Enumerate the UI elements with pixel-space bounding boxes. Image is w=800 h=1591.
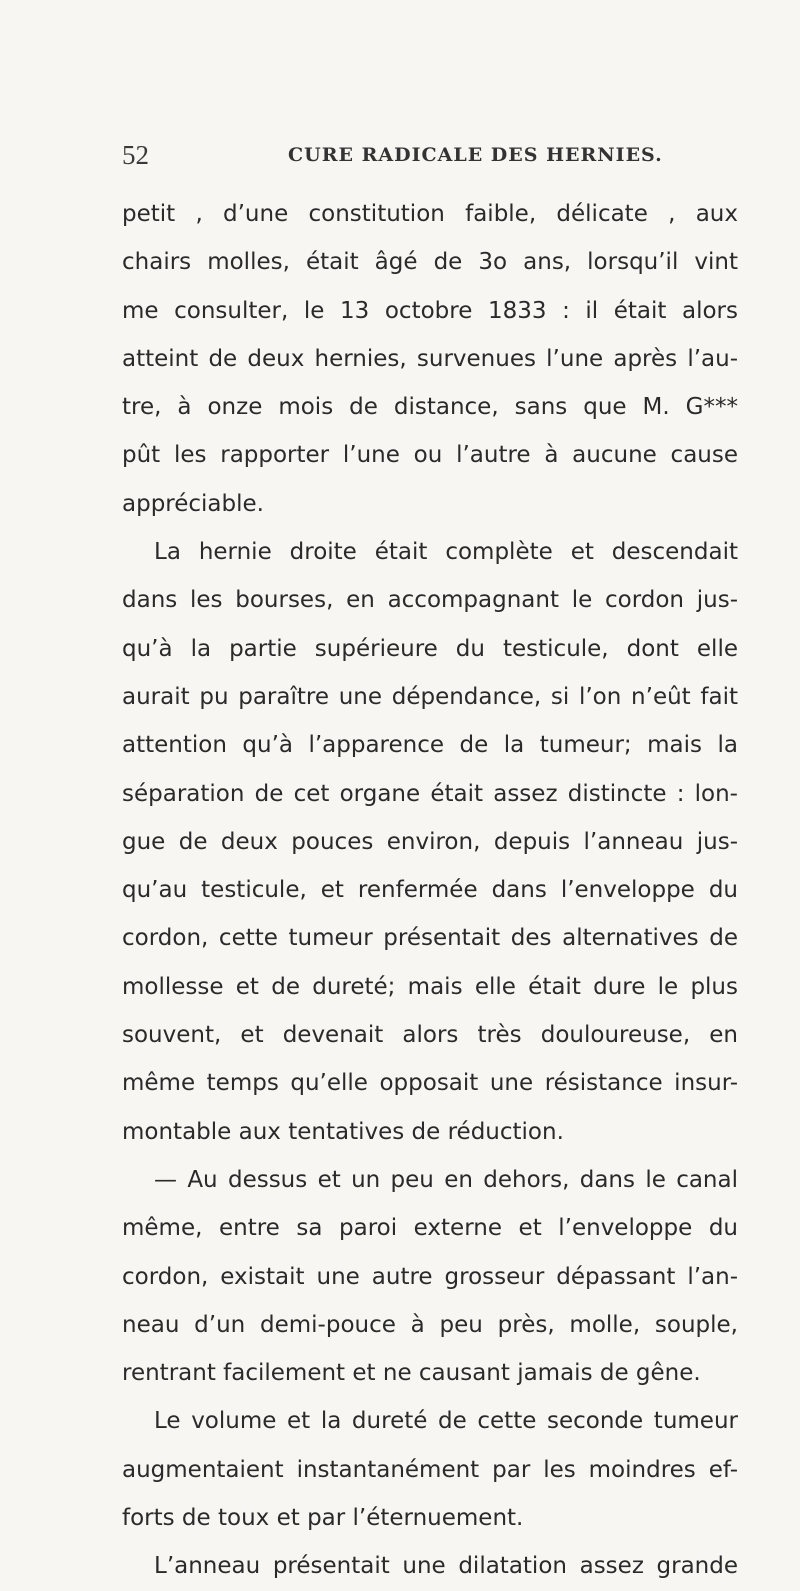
text-line: rentrant facilement et ne causant jamais de gêne. <box>122 1360 701 1387</box>
text-line: chairs molles, était âgé de 3o ans, lorsqu’il vint <box>122 249 738 276</box>
text-line: même, entre sa paroi externe et l’enveloppe du <box>122 1215 738 1242</box>
running-title: CURE RADICALE DES HERNIES. <box>288 144 663 166</box>
text-line: qu’au testicule, et renfermée dans l’enveloppe du <box>122 877 738 904</box>
text-line: me consulter, le 13 octobre 1833 : il était alors <box>122 297 738 324</box>
body-text <box>122 190 738 1591</box>
text-line: Le volume et la dureté de cette seconde tumeur <box>154 1408 738 1435</box>
text-line: mollesse et de dureté; mais elle était dure le plus <box>122 973 738 1000</box>
text-line: montable aux tentatives de réduction. <box>122 1118 564 1145</box>
text-line: même temps qu’elle opposait une résistance insur- <box>122 1070 738 1097</box>
text-line: souvent, et devenait alors très douloureuse, en <box>122 1022 738 1049</box>
text-line: petit , d’une constitution faible, délicate , aux <box>122 201 738 227</box>
text-line: cordon, cette tumeur présentait des alternatives de <box>122 925 738 952</box>
text-line: dans les bourses, en accompagnant le cordon jus- <box>122 587 738 614</box>
text-line: attention qu’à l’apparence de la tumeur; mais la <box>122 732 738 759</box>
text-line: qu’à la partie supérieure du testicule, dont elle <box>122 635 738 662</box>
page-header <box>122 140 742 180</box>
text-line: — Au dessus et un peu en dehors, dans le canal <box>154 1166 738 1193</box>
page-number: 52 <box>122 140 149 170</box>
text-line: pût les rapporter l’une ou l’autre à aucune cause <box>122 442 738 469</box>
text-line: atteint de deux hernies, survenues l’une après l’au- <box>122 345 738 372</box>
text-line: augmentaient instantanément par les moindres ef- <box>122 1456 738 1483</box>
text-line: appréciable. <box>122 490 264 517</box>
text-line: cordon, existait une autre grosseur dépassant l’an- <box>122 1263 738 1290</box>
text-line: séparation de cet organe était assez distincte : lon- <box>122 780 738 807</box>
text-line: gue de deux pouces environ, depuis l’anneau jus- <box>122 828 738 855</box>
text-line: tre, à onze mois de distance, sans que M. G*** <box>122 394 738 421</box>
text-line: L’anneau présentait une dilatation assez grande <box>154 1553 738 1580</box>
text-line: aurait pu paraître une dépendance, si l’on n’eût fait <box>122 683 738 710</box>
text-line: forts de toux et par l’éternuement. <box>122 1505 524 1532</box>
text-line: La hernie droite était complète et descendait <box>154 539 738 566</box>
text-line: neau d’un demi-pouce à peu près, molle, souple, <box>122 1311 738 1338</box>
